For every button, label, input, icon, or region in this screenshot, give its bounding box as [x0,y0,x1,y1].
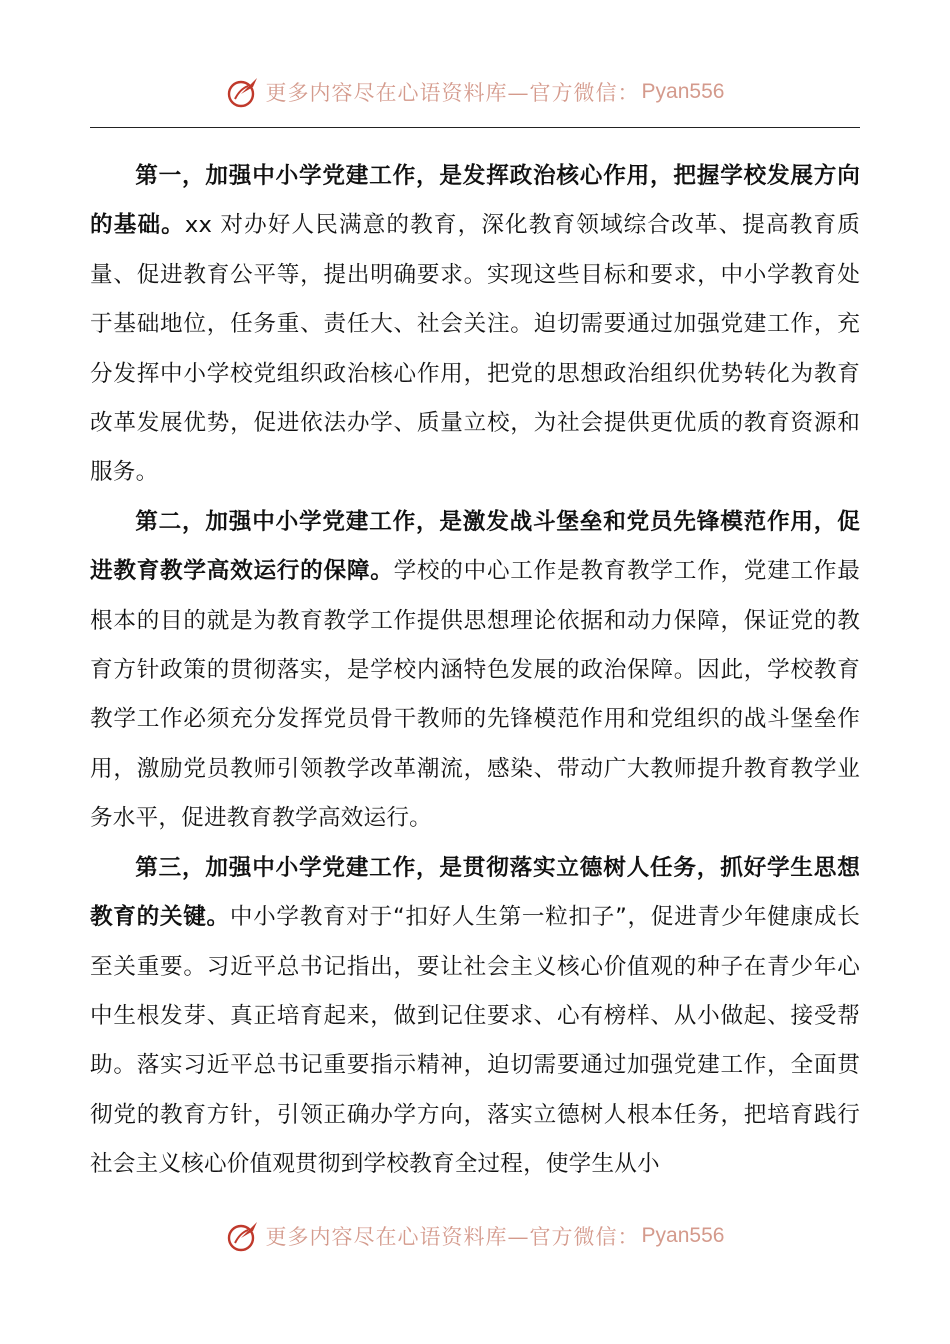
footer-wechat-id: Pyan556 [641,1224,725,1247]
paragraph-2 [90,498,860,844]
paragraph-1-text: xx 对办好人民满意的教育，深化教育领域综合改革、提高教育质量、促进教育公平等，提出明确要求。实现这些目标和要求，中小学教育处于基础地位，任务重、责任大、社会关注。迫切需要通过加强党建工作，充分发挥中小学校党组织政治核心作用，把党的思想政治组织优势转化为教育改革发展优势，促进依法办学、质量立校，为社会提供更优质的教育资源和服务。 [90,212,860,486]
paragraph-3-heading: 第三，加强中小学党建工作，是贯彻落实立德树人任务，抓好学生思想教育的关键。 [90,854,860,931]
header-banner [0,70,950,114]
paragraph-1-heading: 第一，加强中小学党建工作，是发挥政治核心作用，把握学校发展方向的基础。 [90,163,860,239]
paragraph-3-text: 中小学教育对于“扣好人生第一粒扣子”，促进青少年健康成长至关重要。习近平总书记指出，要让社会主义核心价值观的种子在青少年心中生根发芽、真正培育起来，做到记住要求、心有榜样、从小做起、接受帮助。落实习近平总书记重要指示精神，迫切需要通过加强党建工作，全面贯彻党的教育方针，引领正确办学方向，落实立德树人根本任务，把培育践行社会主义核心价值观贯彻到学校教育全过程，使学生从小 [90,904,861,1178]
paragraph-3 [90,844,860,1190]
header-wechat-id: Pyan556 [641,80,725,103]
header-banner-text: 更多内容尽在心语资料库—官方微信： [265,81,640,105]
paragraph-2-heading: 第二，加强中小学党建工作，是激发战斗堡垒和党员先锋模范作用，促进教育教学高效运行的保障。 [90,508,860,585]
footer-banner [0,1214,950,1258]
quill-logo-icon [226,1219,260,1253]
paragraph-2-text: 学校的中心工作是教育教学工作，党建工作最根本的目的就是为教育教学工作提供思想理论依据和动力保障，保证党的教育方针政策的贯彻落实，是学校内涵特色发展的政治保障。因此，学校教育教学工作必须充分发挥党员骨干教师的先锋模范作用和党组织的战斗堡垒作用，激励党员教师引领教学改革潮流，感染、带动广大教师提升教育教学业务水平，促进教育教学高效运行。 [90,558,861,832]
header-divider [90,127,860,128]
paragraph-1 [90,152,860,498]
quill-logo-icon [226,75,260,109]
footer-banner-text: 更多内容尽在心语资料库—官方微信： [265,1225,640,1249]
document-body [90,152,860,1190]
